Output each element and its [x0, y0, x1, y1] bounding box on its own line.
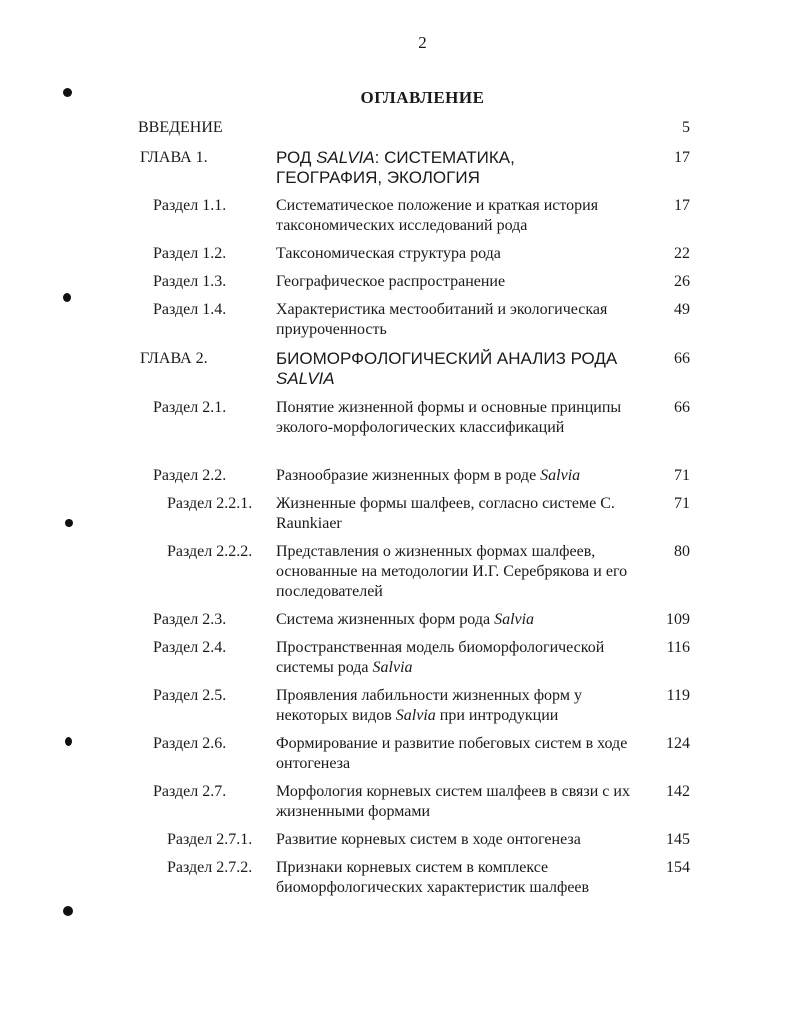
- toc-entry-label: Раздел 1.1.: [153, 197, 227, 214]
- toc-entry-page: 71: [674, 467, 690, 484]
- toc-entry-title: Разнообразие жизненных форм в роде Salvia: [276, 467, 581, 484]
- scan-mark-dot: [63, 88, 72, 97]
- scan-mark-dot: [65, 737, 72, 746]
- toc-entry-label: Раздел 2.6.: [153, 735, 227, 752]
- toc-entry-label: Раздел 2.2.2.: [167, 543, 253, 560]
- toc-entry-label: Раздел 2.2.: [153, 467, 227, 484]
- toc-entry-title: Характеристика местообитаний и экологическая приуроченность: [276, 301, 608, 338]
- toc-entry-page: 109: [666, 611, 690, 628]
- scan-mark-dot: [65, 519, 73, 527]
- toc-entry-title: Формирование и развитие побеговых систем в ходе онтогенеза: [276, 735, 628, 772]
- toc-entry-title: БИОМОРФОЛОГИЧЕСКИЙ АНАЛИЗ РОДА SALVIA: [276, 349, 618, 388]
- toc-entry-page: 49: [674, 301, 690, 318]
- toc-entry-page: 124: [666, 735, 690, 752]
- toc-entry-label: Раздел 2.1.: [153, 399, 227, 416]
- toc-entry-label: Раздел 1.2.: [153, 245, 227, 262]
- toc-entry-label: Раздел 2.3.: [153, 611, 227, 628]
- toc-entry-label: ГЛАВА 1.: [140, 149, 208, 166]
- toc-entry-page: 17: [674, 149, 690, 166]
- page-title: ОГЛАВЛЕНИЕ: [360, 88, 485, 107]
- toc-entry-label: Раздел 2.5.: [153, 687, 227, 704]
- toc-entry-label: Раздел 1.3.: [153, 273, 227, 290]
- toc-entry-title: Система жизненных форм рода Salvia: [276, 611, 535, 628]
- scan-mark-dot: [63, 906, 73, 916]
- toc-entry-page: 5: [682, 119, 690, 136]
- toc-entry-label: Раздел 2.7.1.: [167, 831, 253, 848]
- toc-entry-title: Представления о жизненных формах шалфеев, основанные на методологии И.Г. Серебрякова и его последователей: [276, 543, 628, 600]
- toc-entry-page: 66: [674, 350, 690, 367]
- toc-entry-label: Раздел 2.7.: [153, 783, 227, 800]
- toc-entry-title: Признаки корневых систем в комплексе биоморфологических характеристик шалфеев: [276, 859, 590, 896]
- toc-entry-page: 66: [674, 399, 690, 416]
- toc-entry-title: Систематическое положение и краткая история таксономических исследований рода: [276, 197, 599, 234]
- toc-entry-page: 142: [666, 783, 690, 800]
- toc-entry-label: Раздел 1.4.: [153, 301, 227, 318]
- toc-entry-title: Географическое распространение: [276, 273, 506, 290]
- scan-mark-dot: [63, 293, 71, 302]
- toc-entry-label: ГЛАВА 2.: [140, 350, 208, 367]
- toc-entry-title: РОД SALVIA: СИСТЕМАТИКА, ГЕОГРАФИЯ, ЭКОЛОГИЯ: [276, 148, 515, 187]
- toc-entry-page: 119: [666, 687, 690, 704]
- page-number: 2: [418, 33, 427, 52]
- toc-entry-title: Жизненные формы шалфеев, согласно системе C. Raunkiaer: [276, 495, 615, 532]
- toc-entry-label: ВВЕДЕНИЕ: [138, 119, 223, 136]
- toc-entry-label: Раздел 2.4.: [153, 639, 227, 656]
- toc-entry-page: 116: [666, 639, 690, 656]
- toc-entry-title: Морфология корневых систем шалфеев в связи с их жизненными формами: [276, 783, 630, 820]
- toc-entry-title: Развитие корневых систем в ходе онтогенеза: [276, 831, 581, 848]
- toc-entry-page: 80: [674, 543, 690, 560]
- toc-entry-title: Понятие жизненной формы и основные принципы эколого-морфологических классификаций: [276, 399, 622, 436]
- toc-entry-page: 22: [674, 245, 690, 262]
- toc-entry-page: 145: [666, 831, 690, 848]
- toc-entry-title: Проявления лабильности жизненных форм у некоторых видов Salvia при интродукции: [276, 687, 582, 724]
- toc-entry-title: Таксономическая структура рода: [276, 245, 501, 262]
- toc-entry-label: Раздел 2.7.2.: [167, 859, 253, 876]
- toc-entry-page: 17: [674, 197, 690, 214]
- toc-entry-title: Пространственная модель биоморфологической системы рода Salvia: [276, 639, 605, 676]
- toc-entry-page: 26: [674, 273, 690, 290]
- toc-entry-page: 71: [674, 495, 690, 512]
- toc-entry-label: Раздел 2.2.1.: [167, 495, 253, 512]
- toc-entry-page: 154: [666, 859, 690, 876]
